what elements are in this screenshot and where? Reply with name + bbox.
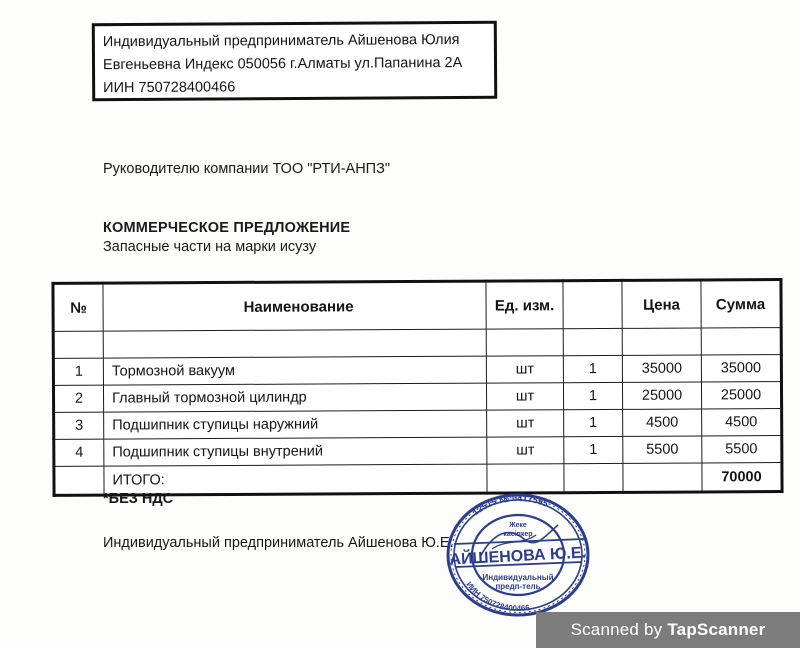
cell-sum: 4500 bbox=[702, 409, 782, 436]
svg-text:ИИН 750728400466 bbox=[464, 580, 530, 613]
total-empty-qty bbox=[564, 463, 623, 492]
cell-number: 2 bbox=[53, 385, 103, 412]
cell-price: 4500 bbox=[623, 409, 702, 436]
header-quantity bbox=[563, 280, 622, 328]
cell-number: 3 bbox=[54, 412, 104, 439]
table-row bbox=[54, 436, 782, 467]
header-sum: Сумма bbox=[701, 280, 781, 328]
stamp-top-arc-text: 12515 № 0417595 bbox=[470, 492, 550, 518]
sender-line-2: Евгеньевна Индекс 050056 г.Алматы ул.Папанина 2А bbox=[102, 54, 463, 74]
total-sum: 70000 bbox=[702, 463, 782, 492]
header-name: Наименование bbox=[103, 281, 486, 331]
signature-squiggle-2 bbox=[492, 535, 536, 549]
stamp-bottom-arc-text: ИИН 750728400466 bbox=[464, 580, 531, 614]
total-empty-price bbox=[623, 463, 702, 492]
signature-line: Индивидуальный предприниматель Айшенова Ю.Е. bbox=[103, 535, 454, 551]
table-row bbox=[53, 355, 781, 386]
stamp-inner-small-2: касіпкер bbox=[503, 531, 533, 538]
no-vat-note: *БЕЗ НДС bbox=[103, 491, 174, 507]
table-spacer-row bbox=[53, 328, 781, 359]
cell-price: 25000 bbox=[622, 382, 701, 409]
cell-number: 1 bbox=[53, 358, 103, 385]
cell-unit: шт bbox=[487, 410, 564, 437]
cell-name: Тормозной вакуум bbox=[103, 356, 486, 385]
svg-text:12515 № 0417595 bbox=[471, 493, 550, 517]
spacer-cell-sum bbox=[701, 328, 781, 355]
cell-price: 5500 bbox=[623, 436, 702, 463]
watermark-brand: TapScanner bbox=[667, 620, 766, 639]
table-header-row bbox=[53, 280, 781, 332]
total-label: ИТОГО: bbox=[104, 464, 487, 495]
cell-quantity: 1 bbox=[563, 382, 622, 409]
table-row bbox=[53, 382, 781, 413]
cell-name: Подшипник ступицы внутрений bbox=[104, 437, 487, 466]
cell-name: Подшипник ступицы наружний bbox=[104, 410, 487, 439]
cell-sum: 25000 bbox=[701, 382, 781, 409]
cell-quantity: 1 bbox=[564, 409, 623, 436]
spacer-cell-name bbox=[103, 329, 486, 358]
table-row bbox=[54, 409, 782, 440]
header-price: Цена bbox=[622, 280, 701, 328]
addressee-line: Руководителю компании ТОО "РТИ-АНПЗ" bbox=[103, 161, 390, 177]
cell-sum: 35000 bbox=[701, 355, 781, 382]
header-unit: Ед. изм. bbox=[486, 281, 563, 329]
cell-quantity: 1 bbox=[564, 436, 623, 463]
stamp-role-line-2: предп-тель bbox=[495, 582, 541, 591]
spacer-cell-unit bbox=[486, 329, 563, 356]
cell-unit: шт bbox=[486, 356, 563, 383]
header-number: № bbox=[53, 283, 103, 331]
cell-quantity: 1 bbox=[563, 355, 622, 382]
items-table-container bbox=[51, 278, 768, 497]
items-table bbox=[51, 278, 783, 497]
cell-sum: 5500 bbox=[702, 436, 782, 463]
spacer-cell-qty bbox=[563, 328, 622, 355]
cell-unit: шт bbox=[486, 383, 563, 410]
total-empty-unit bbox=[487, 464, 564, 493]
cell-name: Главный тормозной цилиндр bbox=[103, 383, 486, 412]
spacer-cell-num bbox=[53, 331, 103, 358]
stamp-center-name: АЙШЕНОВА Ю.Е. bbox=[449, 544, 587, 569]
stamp-role-line-1: Индивидуальный bbox=[482, 573, 554, 582]
spacer-cell-price bbox=[622, 328, 701, 355]
scanner-watermark bbox=[536, 612, 800, 648]
sender-line-1: Индивидуальный предприниматель Айшенова Юлия bbox=[102, 31, 460, 51]
document-subtitle: Запасные части на марки исузу bbox=[103, 239, 317, 255]
watermark-prefix: Scanned by bbox=[570, 620, 663, 639]
signature-squiggle bbox=[480, 525, 558, 557]
cell-unit: шт bbox=[487, 437, 564, 464]
stamp-inner-small-1: Жеке bbox=[509, 522, 527, 529]
official-round-stamp bbox=[432, 487, 604, 617]
sender-line-3: ИИН 750728400466 bbox=[103, 79, 236, 97]
cell-number: 4 bbox=[54, 439, 104, 466]
sender-details-box bbox=[92, 21, 497, 101]
total-empty-num bbox=[54, 466, 104, 495]
cell-price: 35000 bbox=[622, 355, 701, 382]
document-title: КОММЕРЧЕСКОЕ ПРЕДЛОЖЕНИЕ bbox=[103, 220, 351, 236]
